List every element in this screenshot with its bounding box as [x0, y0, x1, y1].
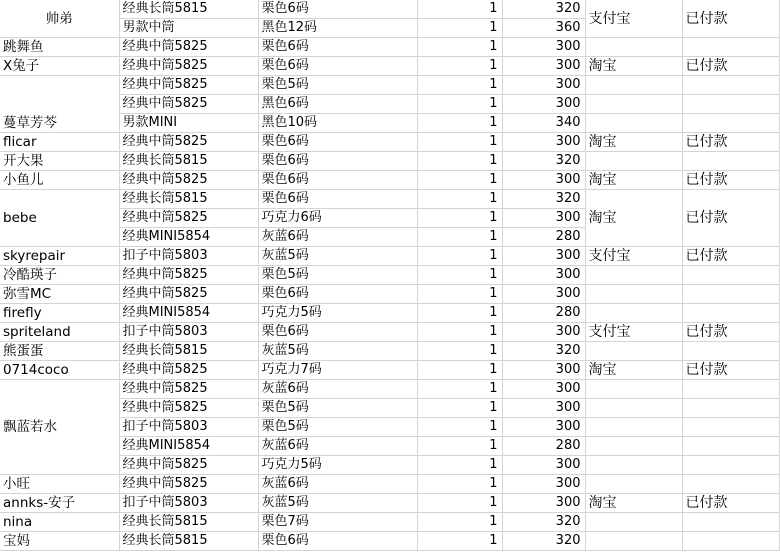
cell-status[interactable]: 已付款: [682, 171, 779, 190]
cell-price[interactable]: 320: [502, 190, 585, 209]
cell-status[interactable]: 已付款: [682, 57, 779, 76]
cell-qty[interactable]: 1: [417, 57, 502, 76]
cell-status[interactable]: [682, 76, 779, 95]
cell-payment[interactable]: [585, 342, 682, 361]
cell-status[interactable]: [682, 399, 779, 418]
cell-status[interactable]: [682, 456, 779, 475]
table-row: [0, 380, 779, 399]
cell-qty[interactable]: 1: [417, 133, 502, 152]
table-row: [0, 361, 779, 380]
cell-model[interactable]: 扣子中筒5803: [119, 247, 258, 266]
cell-qty[interactable]: 1: [417, 323, 502, 342]
cell-model[interactable]: 男款MINI: [119, 114, 258, 133]
cell-model[interactable]: 经典中筒5825: [119, 38, 258, 57]
cell-payment[interactable]: [585, 513, 682, 532]
cell-model[interactable]: 经典长筒5815: [119, 0, 258, 19]
table-row: [0, 323, 779, 342]
cell-color-size[interactable]: 栗色5码: [258, 399, 417, 418]
cell-payment[interactable]: 支付宝: [585, 0, 682, 38]
table-row: [0, 247, 779, 266]
cell-price[interactable]: 320: [502, 532, 585, 551]
cell-status[interactable]: [682, 342, 779, 361]
cell-model[interactable]: 经典MINI5854: [119, 228, 258, 247]
cell-model[interactable]: 经典中筒5825: [119, 361, 258, 380]
cell-model[interactable]: 经典中筒5825: [119, 171, 258, 190]
cell-payment[interactable]: 淘宝: [585, 133, 682, 152]
cell-model[interactable]: 经典中筒5825: [119, 285, 258, 304]
cell-qty[interactable]: 1: [417, 361, 502, 380]
cell-color-size[interactable]: 栗色6码: [258, 171, 417, 190]
cell-qty[interactable]: 1: [417, 0, 502, 19]
cell-model[interactable]: 经典长筒5815: [119, 513, 258, 532]
cell-status[interactable]: [682, 532, 779, 551]
cell-qty[interactable]: 1: [417, 228, 502, 247]
cell-qty[interactable]: 1: [417, 114, 502, 133]
cell-price[interactable]: 300: [502, 361, 585, 380]
cell-customer[interactable]: 熊蛋蛋: [0, 342, 119, 361]
cell-color-size[interactable]: 栗色5码: [258, 76, 417, 95]
cell-status[interactable]: 已付款: [682, 361, 779, 380]
cell-status[interactable]: [682, 152, 779, 171]
cell-qty[interactable]: 1: [417, 152, 502, 171]
cell-model[interactable]: 经典中筒5825: [119, 266, 258, 285]
cell-model[interactable]: 扣子中筒5803: [119, 323, 258, 342]
cell-payment[interactable]: 支付宝: [585, 323, 682, 342]
cell-qty[interactable]: 1: [417, 513, 502, 532]
cell-price[interactable]: 300: [502, 95, 585, 114]
table-row: [0, 513, 779, 532]
cell-customer[interactable]: 帅弟: [0, 0, 119, 38]
cell-model[interactable]: 扣子中筒5803: [119, 418, 258, 437]
cell-color-size[interactable]: 巧克力6码: [258, 209, 417, 228]
cell-payment[interactable]: [585, 285, 682, 304]
cell-price[interactable]: 300: [502, 38, 585, 57]
cell-price[interactable]: 300: [502, 475, 585, 494]
cell-price[interactable]: 300: [502, 247, 585, 266]
cell-status[interactable]: [682, 475, 779, 494]
cell-qty[interactable]: 1: [417, 190, 502, 209]
table-row: [0, 266, 779, 285]
cell-model[interactable]: 经典中筒5825: [119, 475, 258, 494]
table-row: [0, 76, 779, 95]
cell-model[interactable]: 经典长筒5815: [119, 532, 258, 551]
cell-price[interactable]: 300: [502, 418, 585, 437]
cell-color-size[interactable]: 栗色6码: [258, 323, 417, 342]
cell-color-size[interactable]: 栗色6码: [258, 38, 417, 57]
cell-qty[interactable]: 1: [417, 95, 502, 114]
cell-model[interactable]: 经典中筒5825: [119, 380, 258, 399]
cell-price[interactable]: 300: [502, 266, 585, 285]
cell-price[interactable]: 360: [502, 19, 585, 38]
cell-price[interactable]: 300: [502, 76, 585, 95]
cell-model[interactable]: 经典中筒5825: [119, 209, 258, 228]
cell-qty[interactable]: 1: [417, 19, 502, 38]
cell-payment[interactable]: [585, 304, 682, 323]
cell-price[interactable]: 300: [502, 399, 585, 418]
cell-payment[interactable]: [585, 76, 682, 95]
cell-customer[interactable]: skyrepair: [0, 247, 119, 266]
cell-price[interactable]: 300: [502, 133, 585, 152]
cell-customer[interactable]: 飘蓝若水: [0, 380, 119, 475]
cell-qty[interactable]: 1: [417, 342, 502, 361]
cell-price[interactable]: 300: [502, 209, 585, 228]
cell-color-size[interactable]: 栗色6码: [258, 190, 417, 209]
table-row: [0, 475, 779, 494]
cell-model[interactable]: 男款中筒: [119, 19, 258, 38]
cell-status[interactable]: [682, 418, 779, 437]
cell-qty[interactable]: 1: [417, 76, 502, 95]
cell-price[interactable]: 320: [502, 342, 585, 361]
cell-payment[interactable]: [585, 532, 682, 551]
cell-customer[interactable]: 弥雪MC: [0, 285, 119, 304]
table-row: [0, 133, 779, 152]
cell-customer[interactable]: nina: [0, 513, 119, 532]
cell-model[interactable]: 经典长筒5815: [119, 342, 258, 361]
table-row: [0, 0, 779, 19]
cell-payment[interactable]: 淘宝: [585, 57, 682, 76]
table-row: [0, 57, 779, 76]
cell-color-size[interactable]: 栗色6码: [258, 152, 417, 171]
cell-price[interactable]: 300: [502, 494, 585, 513]
cell-customer[interactable]: 宝妈: [0, 532, 119, 551]
cell-qty[interactable]: 1: [417, 494, 502, 513]
cell-status[interactable]: [682, 266, 779, 285]
cell-payment[interactable]: [585, 475, 682, 494]
cell-qty[interactable]: 1: [417, 266, 502, 285]
cell-qty[interactable]: 1: [417, 38, 502, 57]
cell-qty[interactable]: 1: [417, 380, 502, 399]
cell-qty[interactable]: 1: [417, 532, 502, 551]
cell-price[interactable]: 280: [502, 437, 585, 456]
cell-customer[interactable]: annks-安子: [0, 494, 119, 513]
cell-color-size[interactable]: 灰蓝5码: [258, 494, 417, 513]
cell-qty[interactable]: 1: [417, 475, 502, 494]
cell-price[interactable]: 300: [502, 285, 585, 304]
cell-color-size[interactable]: 栗色5码: [258, 266, 417, 285]
cell-model[interactable]: 经典中筒5825: [119, 76, 258, 95]
cell-color-size[interactable]: 栗色5码: [258, 418, 417, 437]
cell-model[interactable]: 经典中筒5825: [119, 456, 258, 475]
cell-status[interactable]: 已付款: [682, 133, 779, 152]
cell-payment[interactable]: [585, 95, 682, 114]
cell-color-size[interactable]: 黑色6码: [258, 95, 417, 114]
cell-model[interactable]: 经典长筒5815: [119, 190, 258, 209]
cell-price[interactable]: 300: [502, 380, 585, 399]
table-row: [0, 285, 779, 304]
cell-customer[interactable]: X兔子: [0, 57, 119, 76]
cell-payment[interactable]: 淘宝: [585, 171, 682, 190]
table-row: [0, 190, 779, 209]
cell-price[interactable]: 320: [502, 152, 585, 171]
cell-model[interactable]: 经典长筒5815: [119, 152, 258, 171]
cell-status[interactable]: 已付款: [682, 190, 779, 247]
cell-color-size[interactable]: 黑色12码: [258, 19, 417, 38]
cell-customer[interactable]: 开大果: [0, 152, 119, 171]
cell-color-size[interactable]: 栗色6码: [258, 133, 417, 152]
cell-status[interactable]: 已付款: [682, 247, 779, 266]
cell-model[interactable]: 经典中筒5825: [119, 57, 258, 76]
cell-model[interactable]: 经典中筒5825: [119, 95, 258, 114]
cell-payment[interactable]: [585, 38, 682, 57]
cell-qty[interactable]: 1: [417, 285, 502, 304]
cell-payment[interactable]: [585, 152, 682, 171]
cell-price[interactable]: 300: [502, 323, 585, 342]
cell-customer[interactable]: firefly: [0, 304, 119, 323]
cell-customer[interactable]: 小鱼儿: [0, 171, 119, 190]
cell-color-size[interactable]: 巧克力7码: [258, 361, 417, 380]
cell-color-size[interactable]: 灰蓝6码: [258, 380, 417, 399]
cell-color-size[interactable]: 栗色6码: [258, 0, 417, 19]
cell-customer[interactable]: 蔓草芳芩: [0, 76, 119, 133]
cell-price[interactable]: 320: [502, 513, 585, 532]
cell-payment[interactable]: [585, 399, 682, 418]
cell-price[interactable]: 280: [502, 228, 585, 247]
cell-customer[interactable]: flicar: [0, 133, 119, 152]
cell-qty[interactable]: 1: [417, 209, 502, 228]
cell-payment[interactable]: [585, 114, 682, 133]
cell-price[interactable]: 280: [502, 304, 585, 323]
cell-payment[interactable]: 淘宝: [585, 494, 682, 513]
cell-qty[interactable]: 1: [417, 418, 502, 437]
cell-model[interactable]: 经典MINI5854: [119, 437, 258, 456]
cell-customer[interactable]: spriteland: [0, 323, 119, 342]
cell-payment[interactable]: 淘宝: [585, 361, 682, 380]
cell-payment[interactable]: [585, 456, 682, 475]
table-row: [0, 532, 779, 551]
cell-qty[interactable]: 1: [417, 437, 502, 456]
cell-customer[interactable]: 0714coco: [0, 361, 119, 380]
cell-price[interactable]: 320: [502, 0, 585, 19]
cell-color-size[interactable]: 栗色6码: [258, 285, 417, 304]
table-row: [0, 171, 779, 190]
cell-price[interactable]: 300: [502, 57, 585, 76]
cell-payment[interactable]: 淘宝: [585, 190, 682, 247]
cell-color-size[interactable]: 灰蓝5码: [258, 342, 417, 361]
cell-status[interactable]: [682, 304, 779, 323]
cell-color-size[interactable]: 灰蓝6码: [258, 475, 417, 494]
cell-status[interactable]: [682, 513, 779, 532]
cell-price[interactable]: 300: [502, 171, 585, 190]
cell-price[interactable]: 340: [502, 114, 585, 133]
table-row: [0, 304, 779, 323]
cell-color-size[interactable]: 栗色7码: [258, 513, 417, 532]
cell-payment[interactable]: [585, 437, 682, 456]
cell-model[interactable]: 经典中筒5825: [119, 133, 258, 152]
cell-color-size[interactable]: 栗色6码: [258, 532, 417, 551]
cell-color-size[interactable]: 灰蓝6码: [258, 228, 417, 247]
cell-price[interactable]: 300: [502, 456, 585, 475]
cell-customer[interactable]: 冷酷瑛子: [0, 266, 119, 285]
cell-color-size[interactable]: 黑色10码: [258, 114, 417, 133]
cell-status[interactable]: [682, 437, 779, 456]
cell-payment[interactable]: [585, 418, 682, 437]
cell-color-size[interactable]: 灰蓝6码: [258, 437, 417, 456]
cell-status[interactable]: 已付款: [682, 0, 779, 38]
cell-customer[interactable]: bebe: [0, 190, 119, 247]
cell-status[interactable]: 已付款: [682, 323, 779, 342]
cell-color-size[interactable]: 灰蓝5码: [258, 247, 417, 266]
cell-status[interactable]: [682, 114, 779, 133]
cell-payment[interactable]: 支付宝: [585, 247, 682, 266]
cell-payment[interactable]: [585, 266, 682, 285]
table-row: [0, 38, 779, 57]
cell-color-size[interactable]: 巧克力5码: [258, 304, 417, 323]
cell-model[interactable]: 经典中筒5825: [119, 399, 258, 418]
cell-status[interactable]: [682, 95, 779, 114]
cell-customer[interactable]: 跳舞鱼: [0, 38, 119, 57]
table-row: [0, 152, 779, 171]
cell-qty[interactable]: 1: [417, 247, 502, 266]
cell-qty[interactable]: 1: [417, 171, 502, 190]
cell-model[interactable]: 经典MINI5854: [119, 304, 258, 323]
cell-status[interactable]: 已付款: [682, 494, 779, 513]
cell-status[interactable]: [682, 285, 779, 304]
table-row: [0, 494, 779, 513]
cell-customer[interactable]: 小旺: [0, 475, 119, 494]
cell-qty[interactable]: 1: [417, 304, 502, 323]
table-row: [0, 342, 779, 361]
cell-color-size[interactable]: 巧克力5码: [258, 456, 417, 475]
cell-qty[interactable]: 1: [417, 456, 502, 475]
cell-status[interactable]: [682, 380, 779, 399]
cell-color-size[interactable]: 栗色6码: [258, 57, 417, 76]
cell-qty[interactable]: 1: [417, 399, 502, 418]
cell-payment[interactable]: [585, 380, 682, 399]
cell-model[interactable]: 扣子中筒5803: [119, 494, 258, 513]
cell-status[interactable]: [682, 38, 779, 57]
